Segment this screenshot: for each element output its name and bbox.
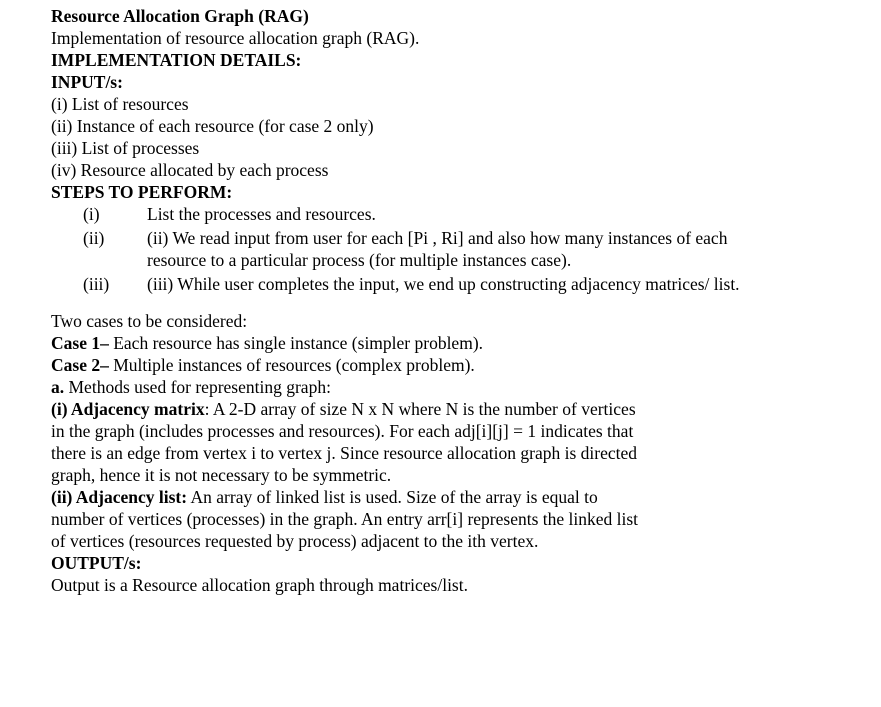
adjacency-matrix-label: (i) Adjacency matrix [51, 399, 205, 419]
document-page [51, 5, 876, 596]
step-line: List the processes and resources. [147, 204, 376, 224]
step-item [51, 227, 876, 271]
input-item: (ii) Instance of each resource (for case 2 only) [51, 116, 374, 136]
adjacency-list-line [51, 486, 876, 508]
adjacency-list-label: (ii) Adjacency list: [51, 487, 188, 507]
methods-text: Methods used for representing graph: [64, 377, 331, 397]
step-line: resource to a particular process (for multiple instances case). [147, 250, 572, 270]
case-2-text: Multiple instances of resources (complex problem). [108, 355, 475, 375]
step-line: (iii) While user completes the input, we end up constructing adjacency matrices/ list. [147, 274, 740, 294]
adjacency-matrix-text: there is an edge from vertex i to vertex j. Since resource allocation graph is directed [51, 443, 638, 463]
output-heading: OUTPUT/s: [51, 553, 142, 573]
step-item [51, 203, 876, 225]
input-heading: INPUT/s: [51, 72, 123, 92]
input-item: (iii) List of processes [51, 138, 200, 158]
step-line: (ii) We read input from user for each [Pi , Ri] and also how many instances of each [147, 228, 728, 248]
adjacency-matrix-text: graph, hence it is not necessary to be symmetric. [51, 465, 392, 485]
output-text: Output is a Resource allocation graph through matrices/list. [51, 575, 468, 595]
step-text [147, 273, 876, 295]
input-item: (i) List of resources [51, 94, 189, 114]
adjacency-list-text: number of vertices (processes) in the graph. An entry arr[i] represents the linked list [51, 509, 639, 529]
step-number: (iii) [83, 274, 110, 294]
case-1-label: Case 1– [51, 333, 109, 353]
step-number: (ii) [83, 228, 105, 248]
step-text [147, 227, 876, 271]
step-text [147, 203, 876, 225]
adjacency-matrix-line [51, 398, 876, 420]
implementation-heading: IMPLEMENTATION DETAILS: [51, 50, 302, 70]
document-subtitle: Implementation of resource allocation graph (RAG). [51, 28, 420, 48]
adjacency-list-text: An array of linked list is used. Size of the array is equal to [187, 487, 598, 507]
case-1-text: Each resource has single instance (simpler problem). [108, 333, 484, 353]
cases-intro: Two cases to be considered: [51, 311, 248, 331]
step-item [51, 273, 876, 295]
case-2 [51, 354, 876, 376]
adjacency-matrix-text: : A 2-D array of size N x N where N is the number of vertices [204, 399, 636, 419]
adjacency-list-text: of vertices (resources requested by process) adjacent to the ith vertex. [51, 531, 539, 551]
adjacency-matrix-text: in the graph (includes processes and resources). For each adj[i][j] = 1 indicates that [51, 421, 634, 441]
step-number: (i) [83, 204, 100, 224]
document-title: Resource Allocation Graph (RAG) [51, 6, 309, 26]
spacer [51, 297, 876, 310]
case-2-label: Case 2– [51, 355, 109, 375]
input-item: (iv) Resource allocated by each process [51, 160, 329, 180]
steps-heading: STEPS TO PERFORM: [51, 182, 233, 202]
steps-list [51, 203, 876, 295]
methods-label: a. [51, 377, 65, 397]
methods-line [51, 376, 876, 398]
case-1 [51, 332, 876, 354]
